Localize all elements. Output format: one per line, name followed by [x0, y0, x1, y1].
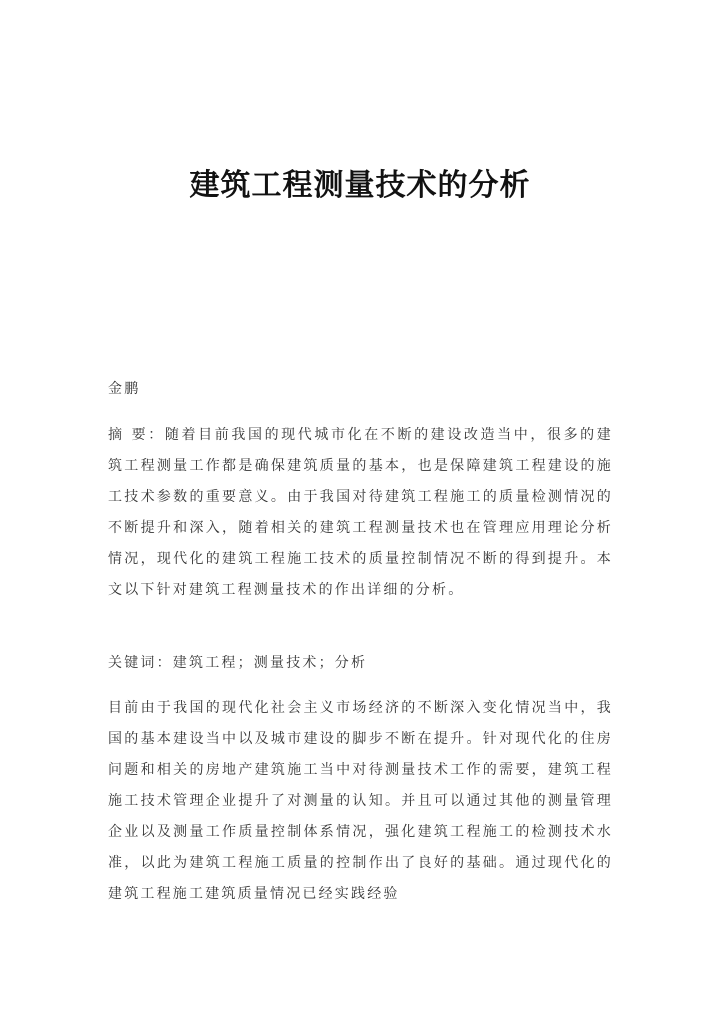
author-name: 金鹏	[108, 381, 141, 397]
keywords-line: 关键词：建筑工程；测量技术；分析	[108, 655, 368, 671]
body-paragraph: 目前由于我国的现代化社会主义市场经济的不断深入变化情况当中，我国的基本建设当中以及城市建设的脚步不断在提升。针对现代化的住房问题和相关的房地产建筑施工当中对待测量技术工作的需要，建筑工程施工技术管理企业提升了对测量的认知。并且可以通过其他的测量管理企业以及测量工作质量控制体系情况，强化建筑工程施工的检测技术水准，以此为建筑工程施工质量的控制作出了良好的基础。通过现代化的建筑工程施工建筑质量情况已经实践经验	[108, 700, 613, 902]
document-title: 建筑工程测量技术的分析	[189, 168, 531, 203]
abstract-paragraph: 摘 要：随着目前我国的现代城市化在不断的建设改造当中，很多的建筑工程测量工作都是确保建筑质量的基本，也是保障建筑工程建设的施工技术参数的重要意义。由于我国对待建筑工程施工的质量检测情况的不断提升和深入，随着相关的建筑工程测量技术也在管理应用理论分析情况，现代化的建筑工程施工技术的质量控制情况不断的得到提升。本文以下针对建筑工程测量技术的作出详细的分析。	[108, 427, 613, 598]
